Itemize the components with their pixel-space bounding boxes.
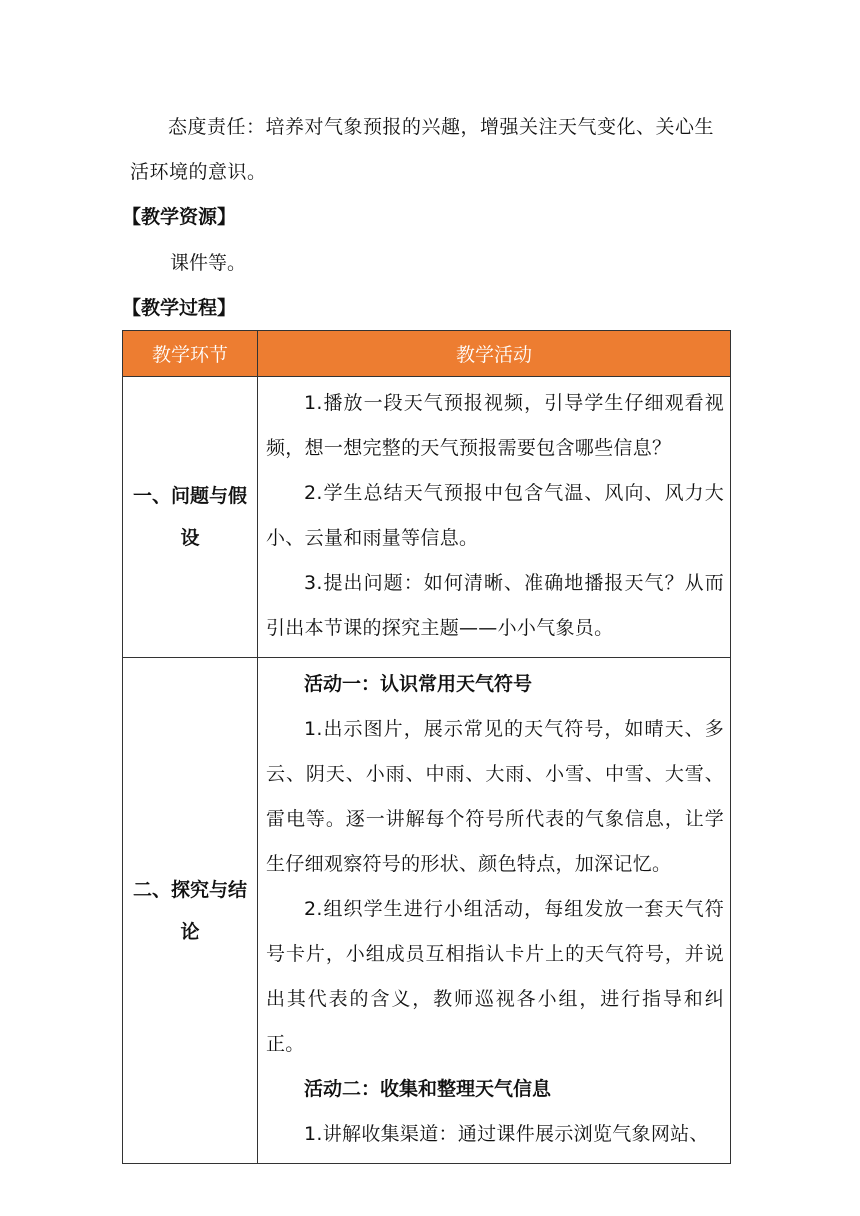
- activity-cell: [258, 658, 731, 1164]
- process-heading: 【教学过程】: [122, 297, 237, 319]
- column-header-activity: 教学活动: [258, 331, 731, 377]
- table-row: [123, 377, 731, 658]
- activity-item: 3.提出问题：如何清晰、准确地播报天气？从而引出本节课的探究主题——小小气象员。: [266, 572, 724, 639]
- activity-item: 1.讲解收集渠道：通过课件展示浏览气象网站、: [304, 1123, 709, 1145]
- activity-item: 2.组织学生进行小组活动，每组发放一套天气符号卡片，小组成员互相指认卡片上的天气符号，并说出其代表的含义，教师巡视各小组，进行指导和纠正。: [266, 898, 724, 1055]
- stage-name: 一、问题与假设: [123, 377, 258, 658]
- table-header-row: [123, 331, 731, 377]
- resources-text: 课件等。: [170, 252, 247, 274]
- table-row: [123, 658, 731, 1164]
- activity-item: 1.播放一段天气预报视频，引导学生仔细观看视频，想一想完整的天气预报需要包含哪些信息？: [266, 392, 724, 459]
- activity-title: 活动二：收集和整理天气信息: [304, 1078, 552, 1100]
- activity-item: 2.学生总结天气预报中包含气温、风向、风力大小、云量和雨量等信息。: [266, 482, 724, 549]
- stage-name: 二、探究与结论: [123, 658, 258, 1164]
- activity-title: 活动一：认识常用天气符号: [304, 673, 533, 695]
- column-header-stage: 教学环节: [123, 331, 258, 377]
- attitude-paragraph: 态度责任：培养对气象预报的兴趣，增强关注天气变化、关心生活环境的意识。: [130, 116, 715, 183]
- activity-cell: [258, 377, 731, 658]
- resources-heading: 【教学资源】: [122, 206, 237, 228]
- activity-item: 1.出示图片，展示常见的天气符号，如晴天、多云、阴天、小雨、中雨、大雨、小雪、中雪、大雪、雷电等。逐一讲解每个符号所代表的气象信息，让学生仔细观察符号的形状、颜色特点，加深记忆。: [266, 718, 724, 875]
- teaching-process-table: [122, 330, 731, 1164]
